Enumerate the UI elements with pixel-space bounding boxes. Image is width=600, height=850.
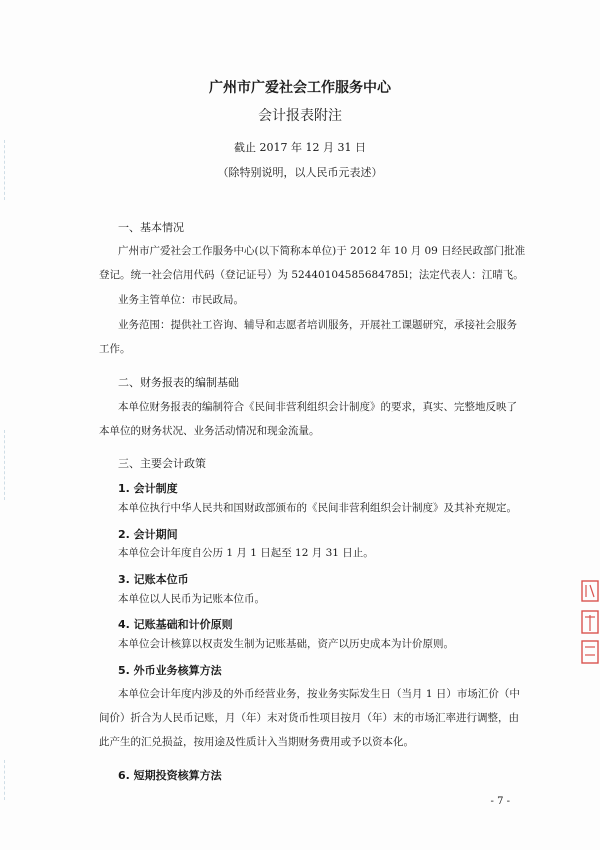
paragraph-line: 登记。统一社会信用代码（登记证号）为 52440104585684785l；法定代表人：江晴飞。 bbox=[99, 269, 524, 281]
seal-stamp-icon bbox=[580, 575, 600, 670]
subheading-accounting-system: 1. 会计制度 bbox=[118, 482, 178, 495]
paragraph-line: 工作。 bbox=[99, 343, 131, 355]
paragraph-line: 广州市广爱社会工作服务中心(以下简称本单位)于 2012 年 10 月 09 日经民政部门批准 bbox=[118, 245, 526, 257]
section-heading-basic-info: 一、基本情况 bbox=[118, 221, 184, 234]
page-number: - 7 - bbox=[490, 796, 510, 807]
paragraph-line: 业务主管单位：市民政局。 bbox=[118, 294, 244, 306]
paragraph-line: 此产生的汇兑损益，按用途及性质计入当期财务费用或予以资本化。 bbox=[99, 736, 414, 748]
paragraph-line: 间价）折合为人民币记账，月（年）末对货币性项目按月（年）末的市场汇率进行调整，由 bbox=[99, 712, 519, 724]
section-heading-accounting-policies: 三、主要会计政策 bbox=[118, 457, 206, 470]
paragraph-line: 本单位以人民币为记账本位币。 bbox=[118, 593, 265, 605]
org-name-title: 广州市广爱社会工作服务中心 bbox=[209, 80, 391, 96]
paragraph-line: 本单位会计年度内涉及的外币经营业务，按业务实际发生日（当月 1 日）市场汇价（中 bbox=[118, 688, 520, 700]
scan-margin-mark bbox=[4, 430, 5, 500]
scan-margin-mark bbox=[4, 760, 5, 800]
subheading-accounting-period: 2. 会计期间 bbox=[118, 528, 178, 541]
subheading-functional-currency: 3. 记账本位币 bbox=[118, 573, 189, 586]
subheading-accounting-basis: 4. 记账基础和计价原则 bbox=[118, 618, 233, 631]
currency-note: （除特别说明，以人民币元表述） bbox=[217, 166, 383, 179]
document-title: 会计报表附注 bbox=[258, 108, 342, 124]
subheading-short-term-investment: 6. 短期投资核算方法 bbox=[118, 769, 222, 782]
paragraph-line: 本单位执行中华人民共和国财政部颁布的《民间非营利组织会计制度》及其补充规定。 bbox=[118, 502, 517, 514]
paragraph-line: 本单位财务报表的编制符合《民间非营利组织会计制度》的要求，真实、完整地反映了 bbox=[118, 401, 517, 413]
paragraph-line: 本单位会计核算以权责发生制为记账基础，资产以历史成本为计价原则。 bbox=[118, 638, 454, 650]
paragraph-line: 本单位会计年度自公历 1 月 1 日起至 12 月 31 日止。 bbox=[118, 547, 374, 559]
section-heading-prep-basis: 二、财务报表的编制基础 bbox=[118, 376, 239, 389]
paragraph-line: 本单位的财务状况、业务活动情况和现金流量。 bbox=[99, 425, 320, 437]
paragraph-line: 业务范围：提供社工咨询、辅导和志愿者培训服务，开展社工课题研究，承接社会服务 bbox=[118, 319, 517, 331]
subheading-foreign-currency: 5. 外币业务核算方法 bbox=[118, 664, 222, 677]
as-of-date: 截止 2017 年 12 月 31 日 bbox=[234, 141, 366, 154]
